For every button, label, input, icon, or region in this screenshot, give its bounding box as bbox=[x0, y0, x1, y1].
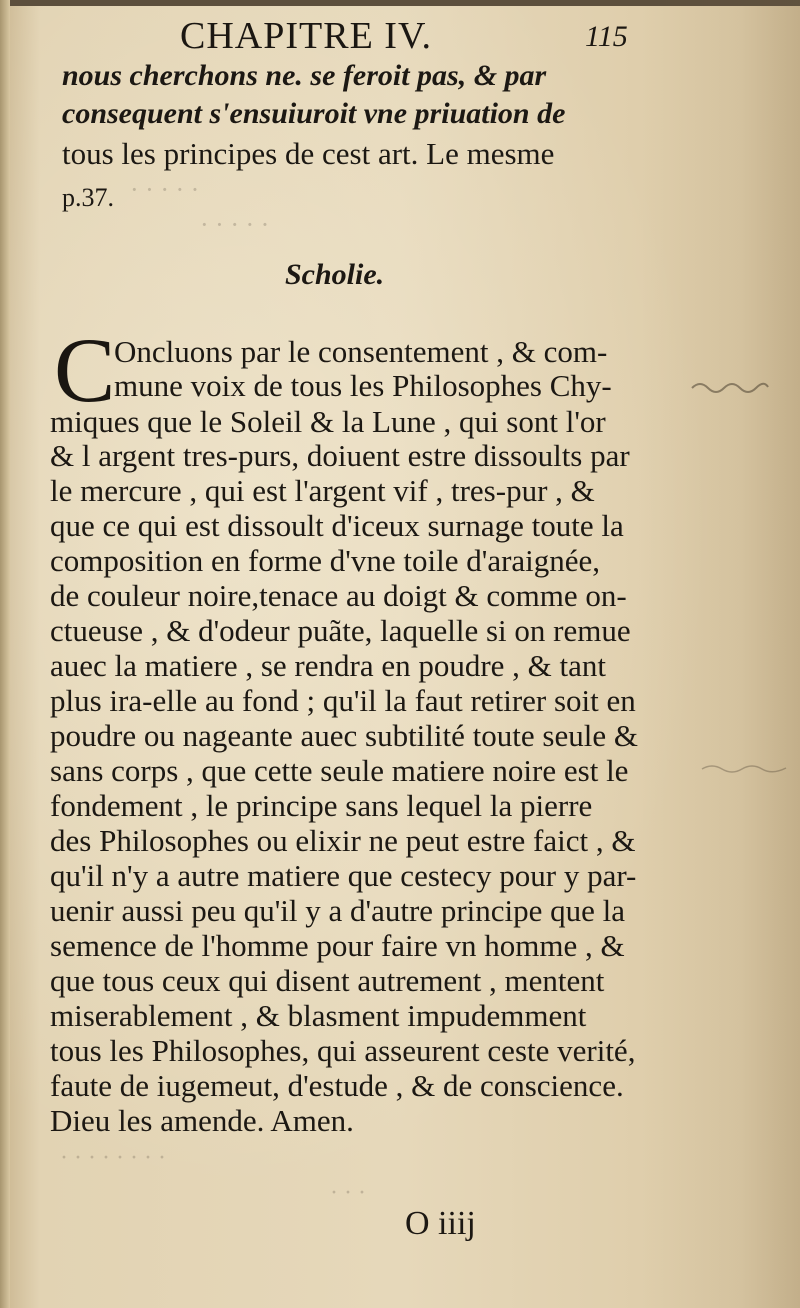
text-line: de couleur noire,tenace au doigt & comme on- bbox=[50, 578, 627, 613]
section-heading: Scholie. bbox=[285, 258, 385, 291]
text-line: le mercure , qui est l'argent vif , tres-pur , & bbox=[50, 473, 595, 508]
bleed-through-text: · · · bbox=[330, 1180, 366, 1206]
text-line: tous les principes de cest art. Le mesme bbox=[62, 136, 555, 171]
text-line: sans corps , que cette seule matiere noire est le bbox=[50, 753, 629, 788]
text-line: auec la matiere , se rendra en poudre , & tant bbox=[50, 648, 607, 683]
text-line: qu'il n'y a autre matiere que cestecy pour y par- bbox=[50, 858, 637, 893]
text-line: poudre ou nageante auec subtilité toute seule & bbox=[50, 718, 638, 753]
text-line: composition en forme d'vne toile d'araignée, bbox=[50, 543, 601, 578]
text-line: ctueuse , & d'odeur puãte, laquelle si on remue bbox=[50, 613, 631, 648]
running-header bbox=[180, 14, 640, 60]
text-line: p.37. bbox=[62, 183, 114, 212]
text-line: consequent s'ensuiuroit vne priuation de bbox=[62, 97, 566, 130]
text-line: nous cherchons ne. se feroit pas, & par bbox=[62, 59, 547, 92]
marginal-annotation-mark bbox=[700, 760, 790, 778]
text-line: fondement , le principe sans lequel la pierre bbox=[50, 788, 593, 823]
text-line: Oncluons par le consentement , & com- bbox=[114, 334, 608, 369]
chapter-title: CHAPITRE IV. bbox=[180, 15, 432, 57]
marginal-annotation-mark bbox=[690, 378, 770, 396]
bleed-through-text: · · · · · · · · bbox=[60, 1145, 166, 1171]
text-line: miserablement , & blasment impudemment bbox=[50, 998, 587, 1033]
text-line: uenir aussi peu qu'il y a d'autre principe que la bbox=[50, 893, 626, 928]
text-line: que ce qui est dissoult d'iceux surnage toute la bbox=[50, 508, 624, 543]
drop-capital: C bbox=[54, 319, 116, 421]
text-line: tous les Philosophes, qui asseurent ceste verité, bbox=[50, 1033, 636, 1068]
text-line: que tous ceux qui disent autrement , mentent bbox=[50, 963, 605, 998]
text-line: miques que le Soleil & la Lune , qui sont l'or bbox=[50, 404, 606, 439]
page-gutter bbox=[0, 0, 10, 1308]
signature-mark: O iiij bbox=[405, 1205, 476, 1242]
text-line: des Philosophes ou elixir ne peut estre faict , & bbox=[50, 823, 636, 858]
text-line: semence de l'homme pour faire vn homme , & bbox=[50, 928, 625, 963]
text-line: mune voix de tous les Philosophes Chy- bbox=[114, 368, 612, 403]
bleed-through-text: · · · · · bbox=[130, 175, 200, 204]
text-line: plus ira-elle au fond ; qu'il la faut retirer soit en bbox=[50, 683, 636, 718]
text-line: faute de iugemeut, d'estude , & de conscience. bbox=[50, 1068, 624, 1103]
right-margin bbox=[640, 0, 800, 1308]
text-line: Dieu les amende. Amen. bbox=[50, 1103, 354, 1138]
text-line: & l argent tres-purs, doiuent estre dissoults par bbox=[50, 438, 630, 473]
page-number: 115 bbox=[585, 20, 628, 53]
bleed-through-text: · · · · · bbox=[200, 210, 270, 239]
